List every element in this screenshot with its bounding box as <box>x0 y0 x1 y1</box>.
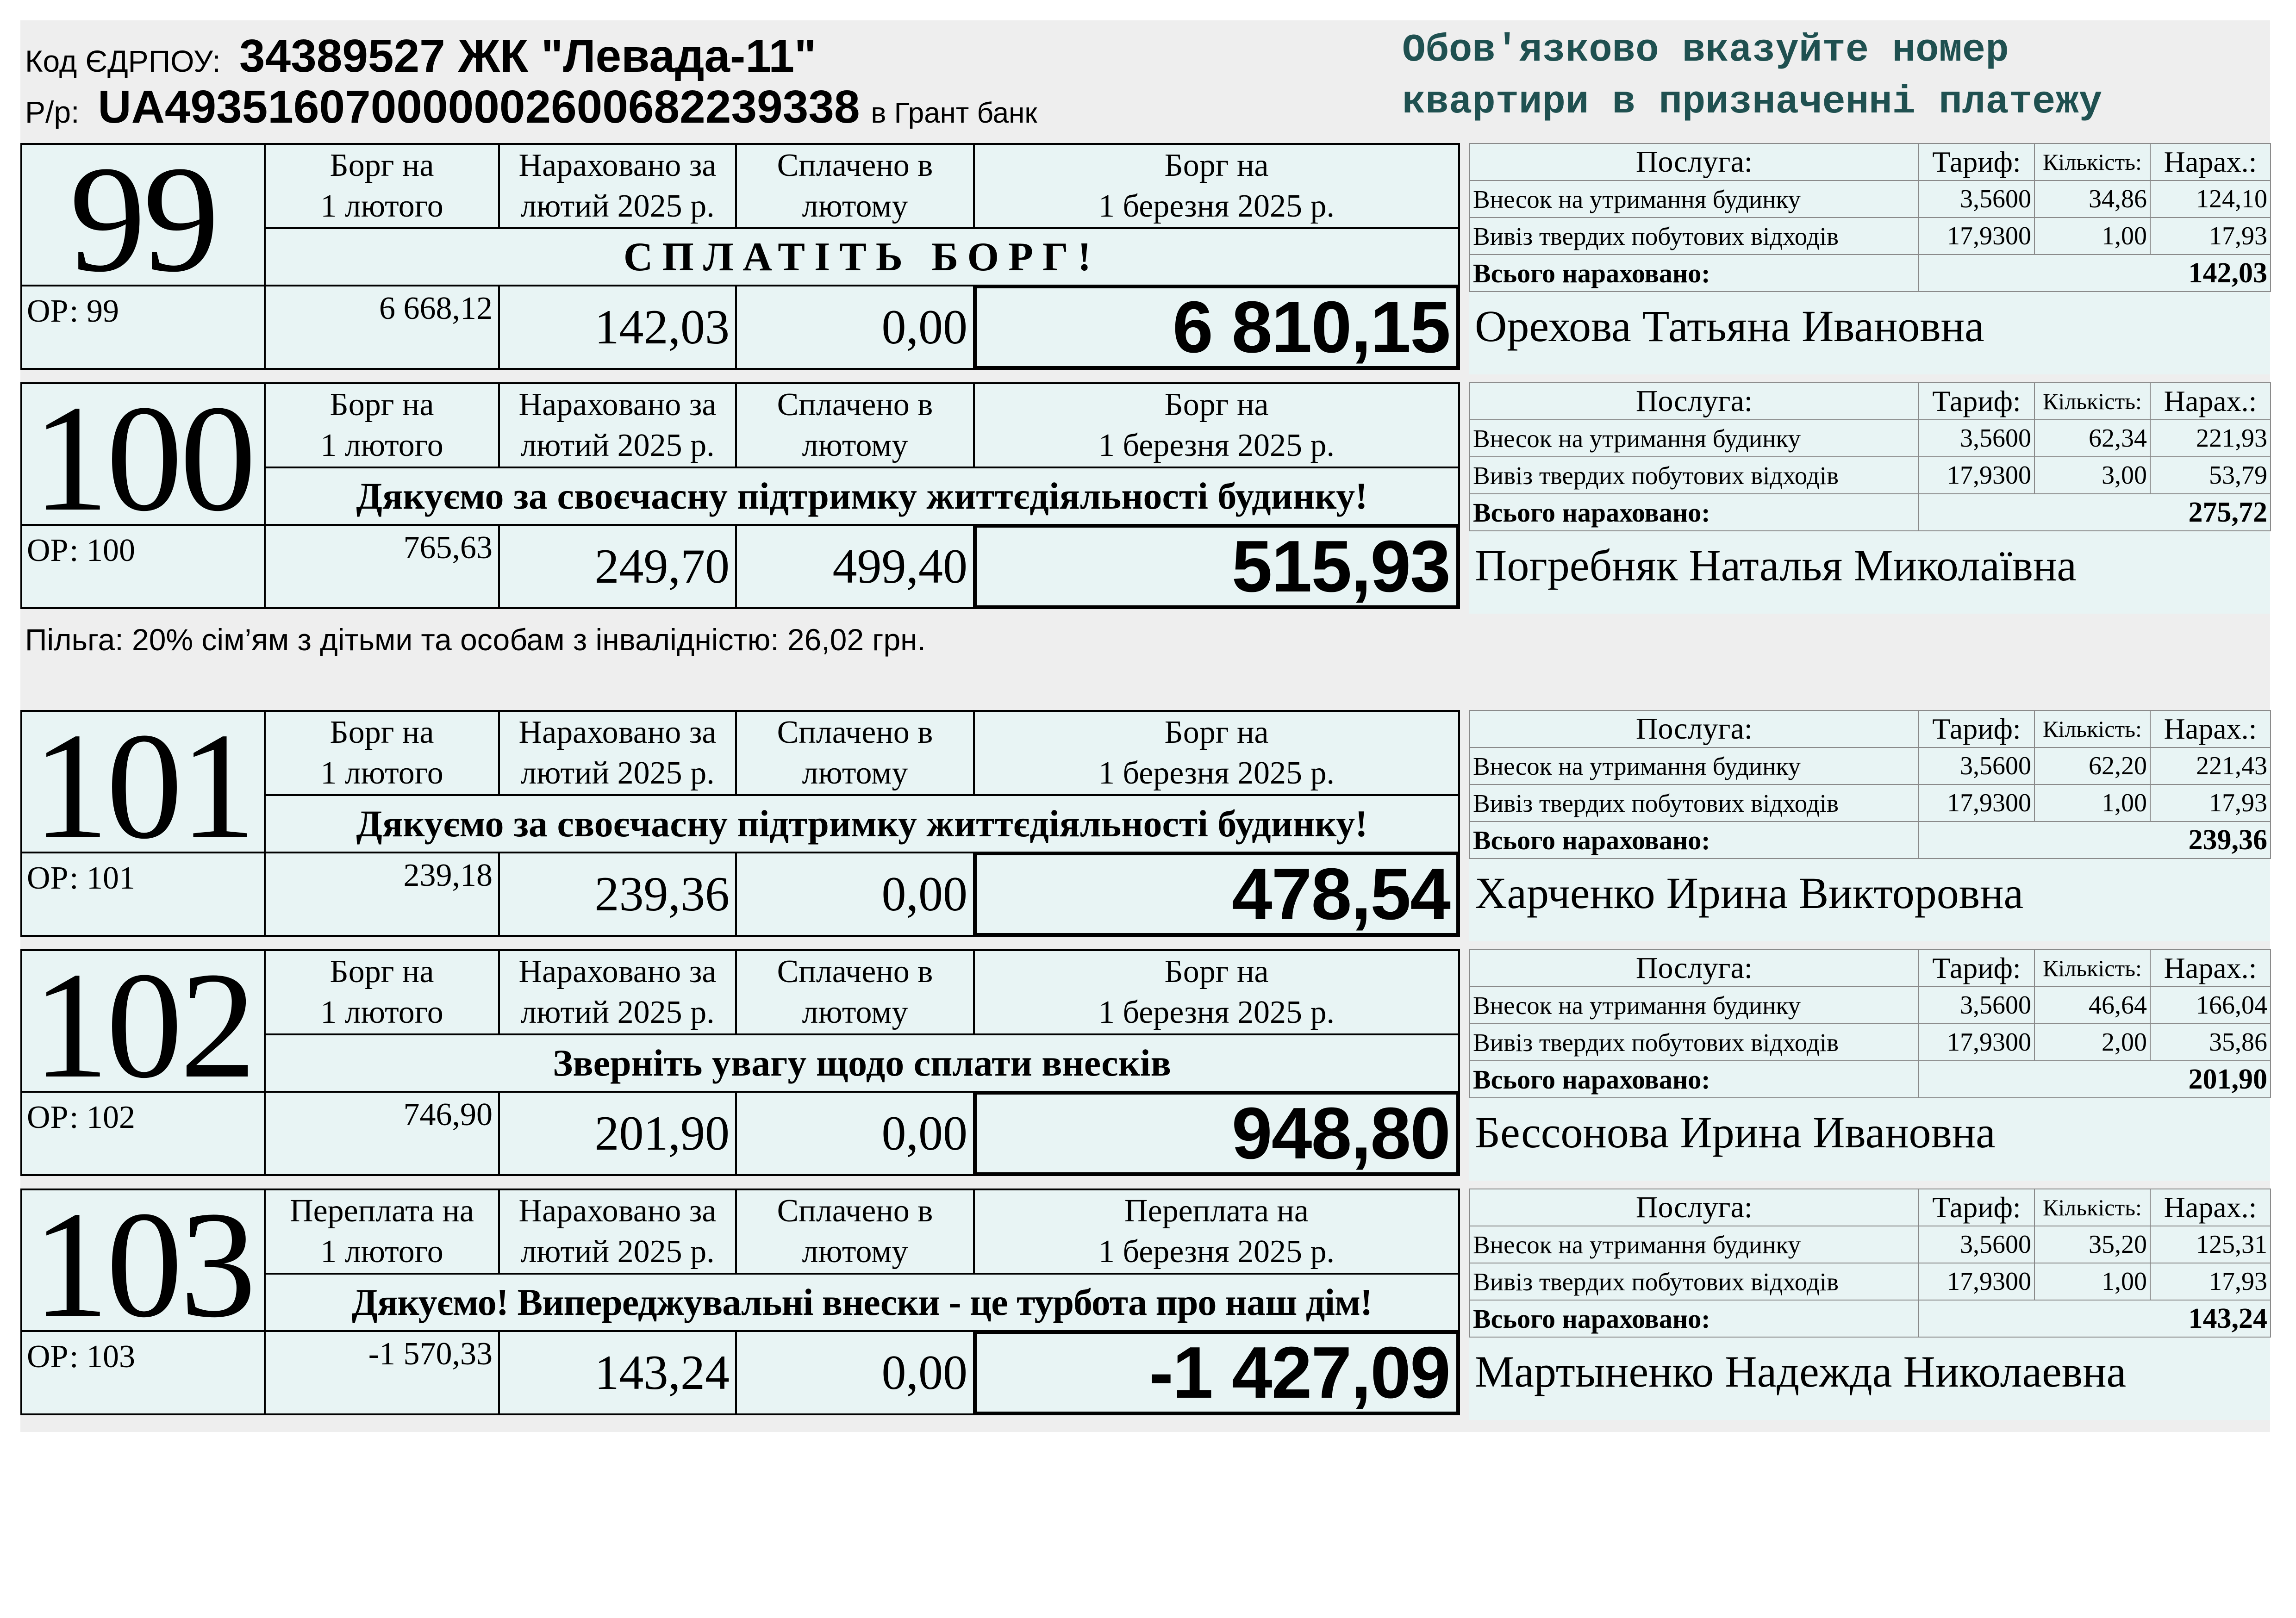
service-tariff: 17,9300 <box>1919 218 2034 255</box>
service-qty: 35,20 <box>2034 1226 2150 1263</box>
accrued-header: Нараховано за лютий 2025 р. <box>498 382 737 468</box>
debt-start-header: Борг на 1 лютого <box>264 382 500 468</box>
debt-start-header: Борг на 1 лютого <box>264 710 500 796</box>
tariff-col-header: Тариф: <box>1919 383 2034 420</box>
service-charge: 166,04 <box>2150 987 2271 1024</box>
service-name: Вивіз твердих побутових відходів <box>1470 1024 1919 1061</box>
service-charge: 125,31 <box>2150 1226 2271 1263</box>
service-qty: 34,86 <box>2034 180 2150 218</box>
services-table <box>1469 143 2271 292</box>
paid-header: Сплачено в лютому <box>735 710 975 796</box>
service-tariff: 3,5600 <box>1919 987 2034 1024</box>
owner-name: Бессонова Ирина Ивановна <box>1475 1108 1996 1157</box>
service-col-header: Послуга: <box>1470 710 1919 747</box>
service-name: Вивіз твердих побутових відходів <box>1470 457 1919 494</box>
apartment-number: 99 <box>20 143 266 286</box>
services-table <box>1469 382 2271 531</box>
services-total-row <box>1470 494 2271 531</box>
table-row <box>1470 420 2271 457</box>
tariff-col-header: Тариф: <box>1919 950 2034 987</box>
table-row <box>1470 1263 2271 1300</box>
service-col-header: Послуга: <box>1470 1189 1919 1226</box>
service-tariff: 17,9300 <box>1919 1263 2034 1300</box>
services-total-value: 142,03 <box>1919 255 2271 292</box>
services-header-row <box>1470 710 2271 747</box>
iban-value: UA493516070000002600682239338 <box>98 81 860 133</box>
debt-end-header: Борг на 1 березня 2025 р. <box>973 949 1460 1035</box>
apartment-number: 102 <box>20 949 266 1093</box>
services-panel <box>1469 143 2270 374</box>
charge-col-header: Нарах.: <box>2150 143 2271 180</box>
notice-line-1: Обов'язково вказуйте номер <box>1402 29 2009 73</box>
debt-end-header: Переплата на 1 березня 2025 р. <box>973 1189 1460 1275</box>
edrpou-label: Код ЄДРПОУ: <box>25 44 221 78</box>
paid-value: 0,00 <box>735 1330 975 1415</box>
org-name: ЖК "Левада-11" <box>458 30 817 82</box>
table-row <box>1470 1226 2271 1263</box>
service-name: Вивіз твердих побутових відходів <box>1470 1263 1919 1300</box>
paid-header: Сплачено в лютому <box>735 382 975 468</box>
debt-end-header: Борг на 1 березня 2025 р. <box>973 382 1460 468</box>
service-name: Внесок на утримання будинку <box>1470 747 1919 784</box>
accrued-header: Нараховано за лютий 2025 р. <box>498 949 737 1035</box>
table-row <box>1470 457 2271 494</box>
accrued-header: Нараховано за лютий 2025 р. <box>498 143 737 229</box>
services-table <box>1469 1189 2271 1338</box>
qty-col-header: Кількість: <box>2034 1189 2150 1226</box>
owner-name: Орехова Татьяна Ивановна <box>1475 301 1984 351</box>
services-total-row <box>1470 1061 2271 1098</box>
status-message: Дякуємо! Випереджувальні внески - це турбота про наш дім! <box>264 1273 1460 1332</box>
apartment-number: 101 <box>20 710 266 853</box>
service-name: Вивіз твердих побутових відходів <box>1470 784 1919 821</box>
owner-name: Харченко Ирина Викторовна <box>1475 868 2024 918</box>
iban-label: Р/р: <box>25 95 80 129</box>
tariff-col-header: Тариф: <box>1919 1189 2034 1226</box>
debt-start-value: 765,63 <box>264 524 500 609</box>
paid-header: Сплачено в лютому <box>735 143 975 229</box>
services-total-row <box>1470 255 2271 292</box>
services-total-row <box>1470 1300 2271 1337</box>
table-row <box>1470 1024 2271 1061</box>
service-qty: 62,20 <box>2034 747 2150 784</box>
services-total-value: 239,36 <box>1919 821 2271 859</box>
services-total-value: 275,72 <box>1919 494 2271 531</box>
tariff-col-header: Тариф: <box>1919 143 2034 180</box>
service-tariff: 3,5600 <box>1919 1226 2034 1263</box>
debt-end-total: 6 810,15 <box>973 285 1460 370</box>
table-row <box>1470 747 2271 784</box>
org-header <box>25 30 1414 133</box>
accrued-header: Нараховано за лютий 2025 р. <box>498 710 737 796</box>
services-panel <box>1469 949 2270 1181</box>
payment-notice <box>1402 25 2263 129</box>
account-id: ОР: 99 <box>20 285 266 370</box>
accrued-value: 201,90 <box>498 1091 737 1176</box>
debt-start-value: 6 668,12 <box>264 285 500 370</box>
owner-name: Погребняк Наталья Миколаївна <box>1475 541 2077 590</box>
service-qty: 1,00 <box>2034 784 2150 821</box>
service-name: Внесок на утримання будинку <box>1470 180 1919 218</box>
paid-value: 0,00 <box>735 285 975 370</box>
debt-end-total: -1 427,09 <box>973 1330 1460 1415</box>
accrued-value: 142,03 <box>498 285 737 370</box>
notice-line-2: квартири в призначенні платежу <box>1402 81 2103 124</box>
benefit-note: Пільга: 20% сім’ям з дітьми та особам з інвалідністю: 26,02 грн. <box>25 622 926 657</box>
services-panel <box>1469 382 2270 614</box>
debt-start-header: Переплата на 1 лютого <box>264 1189 500 1275</box>
qty-col-header: Кількість: <box>2034 143 2150 180</box>
accrued-header: Нараховано за лютий 2025 р. <box>498 1189 737 1275</box>
service-name: Внесок на утримання будинку <box>1470 987 1919 1024</box>
service-charge: 35,86 <box>2150 1024 2271 1061</box>
charge-col-header: Нарах.: <box>2150 710 2271 747</box>
paid-header: Сплачено в лютому <box>735 949 975 1035</box>
qty-col-header: Кількість: <box>2034 710 2150 747</box>
service-tariff: 3,5600 <box>1919 420 2034 457</box>
charge-col-header: Нарах.: <box>2150 1189 2271 1226</box>
service-charge: 17,93 <box>2150 784 2271 821</box>
service-col-header: Послуга: <box>1470 143 1919 180</box>
account-id: ОР: 103 <box>20 1330 266 1415</box>
service-name: Вивіз твердих побутових відходів <box>1470 218 1919 255</box>
paid-value: 0,00 <box>735 852 975 937</box>
services-total-value: 143,24 <box>1919 1300 2271 1337</box>
accrued-value: 143,24 <box>498 1330 737 1415</box>
service-tariff: 17,9300 <box>1919 457 2034 494</box>
services-panel <box>1469 1189 2270 1420</box>
service-name: Внесок на утримання будинку <box>1470 420 1919 457</box>
debt-end-total: 515,93 <box>973 524 1460 609</box>
bill-main-grid <box>20 710 1460 937</box>
service-tariff: 17,9300 <box>1919 1024 2034 1061</box>
account-id: ОР: 100 <box>20 524 266 609</box>
service-qty: 1,00 <box>2034 218 2150 255</box>
bill-main-grid <box>20 382 1460 609</box>
services-total-value: 201,90 <box>1919 1061 2271 1098</box>
charge-col-header: Нарах.: <box>2150 950 2271 987</box>
services-header-row <box>1470 950 2271 987</box>
table-row <box>1470 180 2271 218</box>
table-row <box>1470 987 2271 1024</box>
service-charge: 124,10 <box>2150 180 2271 218</box>
qty-col-header: Кількість: <box>2034 950 2150 987</box>
service-charge: 221,93 <box>2150 420 2271 457</box>
qty-col-header: Кількість: <box>2034 383 2150 420</box>
service-col-header: Послуга: <box>1470 950 1919 987</box>
table-row <box>1470 784 2271 821</box>
receipt-sheet <box>20 20 2270 1432</box>
services-total-label: Всього нараховано: <box>1470 1300 1919 1337</box>
services-total-label: Всього нараховано: <box>1470 1061 1919 1098</box>
bank-name: в Грант банк <box>871 97 1037 129</box>
bill-main-grid <box>20 143 1460 370</box>
bill-main-grid <box>20 1189 1460 1415</box>
apartment-number: 100 <box>20 382 266 526</box>
services-total-label: Всього нараховано: <box>1470 255 1919 292</box>
services-header-row <box>1470 143 2271 180</box>
service-charge: 221,43 <box>2150 747 2271 784</box>
table-row <box>1470 218 2271 255</box>
account-id: ОР: 102 <box>20 1091 266 1176</box>
service-qty: 3,00 <box>2034 457 2150 494</box>
service-charge: 17,93 <box>2150 1263 2271 1300</box>
service-col-header: Послуга: <box>1470 383 1919 420</box>
bill-main-grid <box>20 949 1460 1176</box>
debt-end-total: 948,80 <box>973 1091 1460 1176</box>
service-name: Внесок на утримання будинку <box>1470 1226 1919 1263</box>
service-qty: 62,34 <box>2034 420 2150 457</box>
tariff-col-header: Тариф: <box>1919 710 2034 747</box>
services-total-label: Всього нараховано: <box>1470 821 1919 859</box>
service-qty: 1,00 <box>2034 1263 2150 1300</box>
apartment-number: 103 <box>20 1189 266 1332</box>
status-message: Дякуємо за своєчасну підтримку життєдіяльності будинку! <box>264 794 1460 853</box>
paid-header: Сплачено в лютому <box>735 1189 975 1275</box>
services-total-row <box>1470 821 2271 859</box>
debt-end-header: Борг на 1 березня 2025 р. <box>973 143 1460 229</box>
debt-start-header: Борг на 1 лютого <box>264 143 500 229</box>
service-tariff: 3,5600 <box>1919 180 2034 218</box>
debt-end-header: Борг на 1 березня 2025 р. <box>973 710 1460 796</box>
services-table <box>1469 949 2271 1098</box>
owner-name: Мартыненко Надежда Николаевна <box>1475 1347 2127 1396</box>
accrued-value: 239,36 <box>498 852 737 937</box>
edrpou-value: 34389527 <box>239 30 445 82</box>
service-charge: 53,79 <box>2150 457 2271 494</box>
service-tariff: 17,9300 <box>1919 784 2034 821</box>
service-charge: 17,93 <box>2150 218 2271 255</box>
charge-col-header: Нарах.: <box>2150 383 2271 420</box>
debt-start-header: Борг на 1 лютого <box>264 949 500 1035</box>
services-header-row <box>1470 1189 2271 1226</box>
status-message: Дякуємо за своєчасну підтримку життєдіяльності будинку! <box>264 467 1460 526</box>
accrued-value: 249,70 <box>498 524 737 609</box>
services-header-row <box>1470 383 2271 420</box>
service-tariff: 3,5600 <box>1919 747 2034 784</box>
service-qty: 2,00 <box>2034 1024 2150 1061</box>
debt-start-value: 239,18 <box>264 852 500 937</box>
services-panel <box>1469 710 2270 941</box>
paid-value: 0,00 <box>735 1091 975 1176</box>
account-id: ОР: 101 <box>20 852 266 937</box>
status-message: СПЛАТІТЬ БОРГ! <box>264 227 1460 286</box>
services-table <box>1469 710 2271 859</box>
service-qty: 46,64 <box>2034 987 2150 1024</box>
debt-start-value: 746,90 <box>264 1091 500 1176</box>
services-total-label: Всього нараховано: <box>1470 494 1919 531</box>
debt-end-total: 478,54 <box>973 852 1460 937</box>
paid-value: 499,40 <box>735 524 975 609</box>
debt-start-value: -1 570,33 <box>264 1330 500 1415</box>
status-message: Зверніть увагу щодо сплати внесків <box>264 1033 1460 1093</box>
